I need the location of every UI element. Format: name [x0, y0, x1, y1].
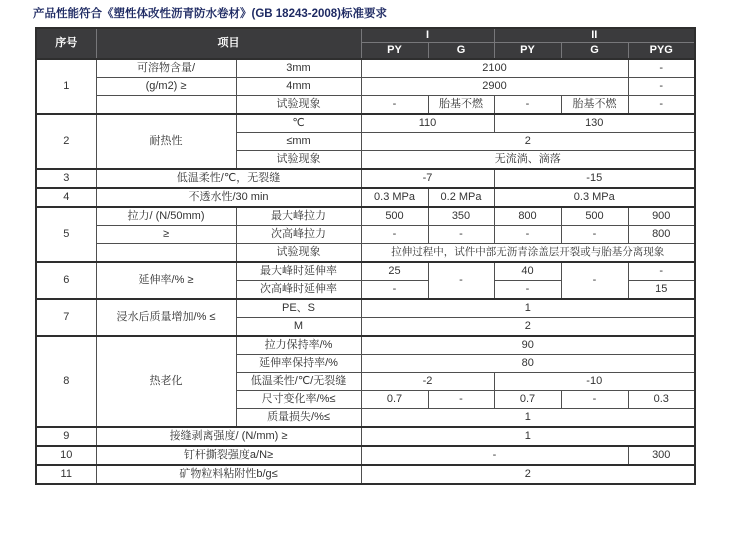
cell-value: 0.3 [628, 391, 695, 409]
cell-value: -15 [494, 169, 695, 188]
header-subcol: PYG [628, 43, 695, 60]
cell-sub: ℃ [236, 114, 361, 133]
cell-sub: 拉力保持率/% [236, 336, 361, 355]
cell-value: 0.7 [361, 391, 428, 409]
cell-label: 浸水后质量增加/% ≤ [96, 299, 236, 336]
cell-value: - [428, 391, 494, 409]
cell-seq: 1 [36, 59, 96, 114]
cell-sub: 试验现象 [236, 244, 361, 263]
cell-value: 1 [361, 427, 695, 446]
cell-value: - [561, 226, 628, 244]
cell-label: 钉杆撕裂强度a/N≥ [96, 446, 361, 465]
cell-value: 无流淌、滴落 [361, 151, 695, 170]
cell-value: 800 [494, 207, 561, 226]
cell-value: 300 [628, 446, 695, 465]
cell-label [96, 96, 236, 115]
cell-label: 接缝剥离强度/ (N/mm) ≥ [96, 427, 361, 446]
cell-seq: 3 [36, 169, 96, 188]
cell-value: 15 [628, 281, 695, 300]
header-class-2: II [494, 28, 695, 43]
cell-sub: 最大峰拉力 [236, 207, 361, 226]
page-title: 产品性能符合《塑性体改性沥青防水卷材》(GB 18243-2008)标准要求 [33, 8, 387, 20]
cell-value: 胎基不燃 [428, 96, 494, 115]
cell-sub: 次高峰时延伸率 [236, 281, 361, 300]
cell-label: (g/m2) ≥ [96, 78, 236, 96]
cell-sub: 最大峰时延伸率 [236, 262, 361, 281]
cell-value: 110 [361, 114, 494, 133]
cell-sub: 次高峰拉力 [236, 226, 361, 244]
cell-value: - [428, 226, 494, 244]
cell-seq: 6 [36, 262, 96, 299]
cell-value: - [361, 446, 628, 465]
header-seq: 序号 [36, 28, 96, 59]
header-class-1: I [361, 28, 494, 43]
cell-value: - [628, 96, 695, 115]
cell-label: 延伸率/% ≥ [96, 262, 236, 299]
table-header [36, 28, 695, 59]
cell-value: - [494, 96, 561, 115]
cell-seq: 11 [36, 465, 96, 484]
cell-label [96, 244, 236, 263]
header-subcol: G [428, 43, 494, 60]
cell-sub: 试验现象 [236, 151, 361, 170]
cell-value: 1 [361, 409, 695, 428]
cell-sub: 3mm [236, 59, 361, 78]
cell-seq: 5 [36, 207, 96, 262]
cell-seq: 9 [36, 427, 96, 446]
header-subcol: PY [361, 43, 428, 60]
cell-label: 热老化 [96, 336, 236, 427]
cell-value: 2900 [361, 78, 628, 96]
cell-sub: 低温柔性/℃/无裂缝 [236, 373, 361, 391]
cell-value: - [628, 59, 695, 78]
cell-value: - [428, 262, 494, 299]
cell-sub: 延伸率保持率/% [236, 355, 361, 373]
cell-value: 900 [628, 207, 695, 226]
cell-value: 2 [361, 465, 695, 484]
cell-label: 不透水性/30 min [96, 188, 361, 207]
cell-sub: 质量损失/%≤ [236, 409, 361, 428]
cell-value: 0.2 MPa [428, 188, 494, 207]
cell-label: 低温柔性/℃，无裂缝 [96, 169, 361, 188]
cell-value: - [494, 281, 561, 300]
cell-value: - [561, 391, 628, 409]
cell-sub: 尺寸变化率/%≤ [236, 391, 361, 409]
cell-sub: ≤mm [236, 133, 361, 151]
cell-value: 1 [361, 299, 695, 318]
cell-value: 0.3 MPa [494, 188, 695, 207]
cell-sub: PE、S [236, 299, 361, 318]
cell-sub: M [236, 318, 361, 337]
cell-value: 2 [361, 318, 695, 337]
cell-label: 拉力/ (N/50mm) [96, 207, 236, 226]
cell-value: 130 [494, 114, 695, 133]
header-item: 项目 [96, 28, 361, 59]
cell-value: 350 [428, 207, 494, 226]
cell-label: ≥ [96, 226, 236, 244]
cell-sub: 4mm [236, 78, 361, 96]
cell-value: 拉伸过程中，试件中部无沥青涂盖层开裂或与胎基分离现象 [361, 244, 695, 263]
cell-value: 800 [628, 226, 695, 244]
cell-seq: 10 [36, 446, 96, 465]
spec-table [35, 27, 696, 485]
cell-value: - [561, 262, 628, 299]
cell-value: - [361, 226, 428, 244]
cell-value: 胎基不燃 [561, 96, 628, 115]
cell-value: - [628, 78, 695, 96]
cell-value: 90 [361, 336, 695, 355]
cell-value: -2 [361, 373, 494, 391]
cell-label: 可溶物含量/ [96, 59, 236, 78]
header-subcol: G [561, 43, 628, 60]
cell-value: - [494, 226, 561, 244]
cell-seq: 8 [36, 336, 96, 427]
cell-value: 0.3 MPa [361, 188, 428, 207]
cell-value: 500 [361, 207, 428, 226]
cell-value: 2 [361, 133, 695, 151]
cell-value: 2100 [361, 59, 628, 78]
cell-label: 矿物粒料粘附性b/g≤ [96, 465, 361, 484]
cell-value: 25 [361, 262, 428, 281]
cell-value: - [628, 262, 695, 281]
cell-value: 80 [361, 355, 695, 373]
cell-label: 耐热性 [96, 114, 236, 169]
cell-value: -10 [494, 373, 695, 391]
cell-value: - [361, 281, 428, 300]
cell-value: 500 [561, 207, 628, 226]
cell-seq: 4 [36, 188, 96, 207]
cell-seq: 2 [36, 114, 96, 169]
cell-value: 40 [494, 262, 561, 281]
cell-seq: 7 [36, 299, 96, 336]
header-subcol: PY [494, 43, 561, 60]
cell-value: -7 [361, 169, 494, 188]
cell-value: - [361, 96, 428, 115]
cell-value: 0.7 [494, 391, 561, 409]
cell-sub: 试验现象 [236, 96, 361, 115]
